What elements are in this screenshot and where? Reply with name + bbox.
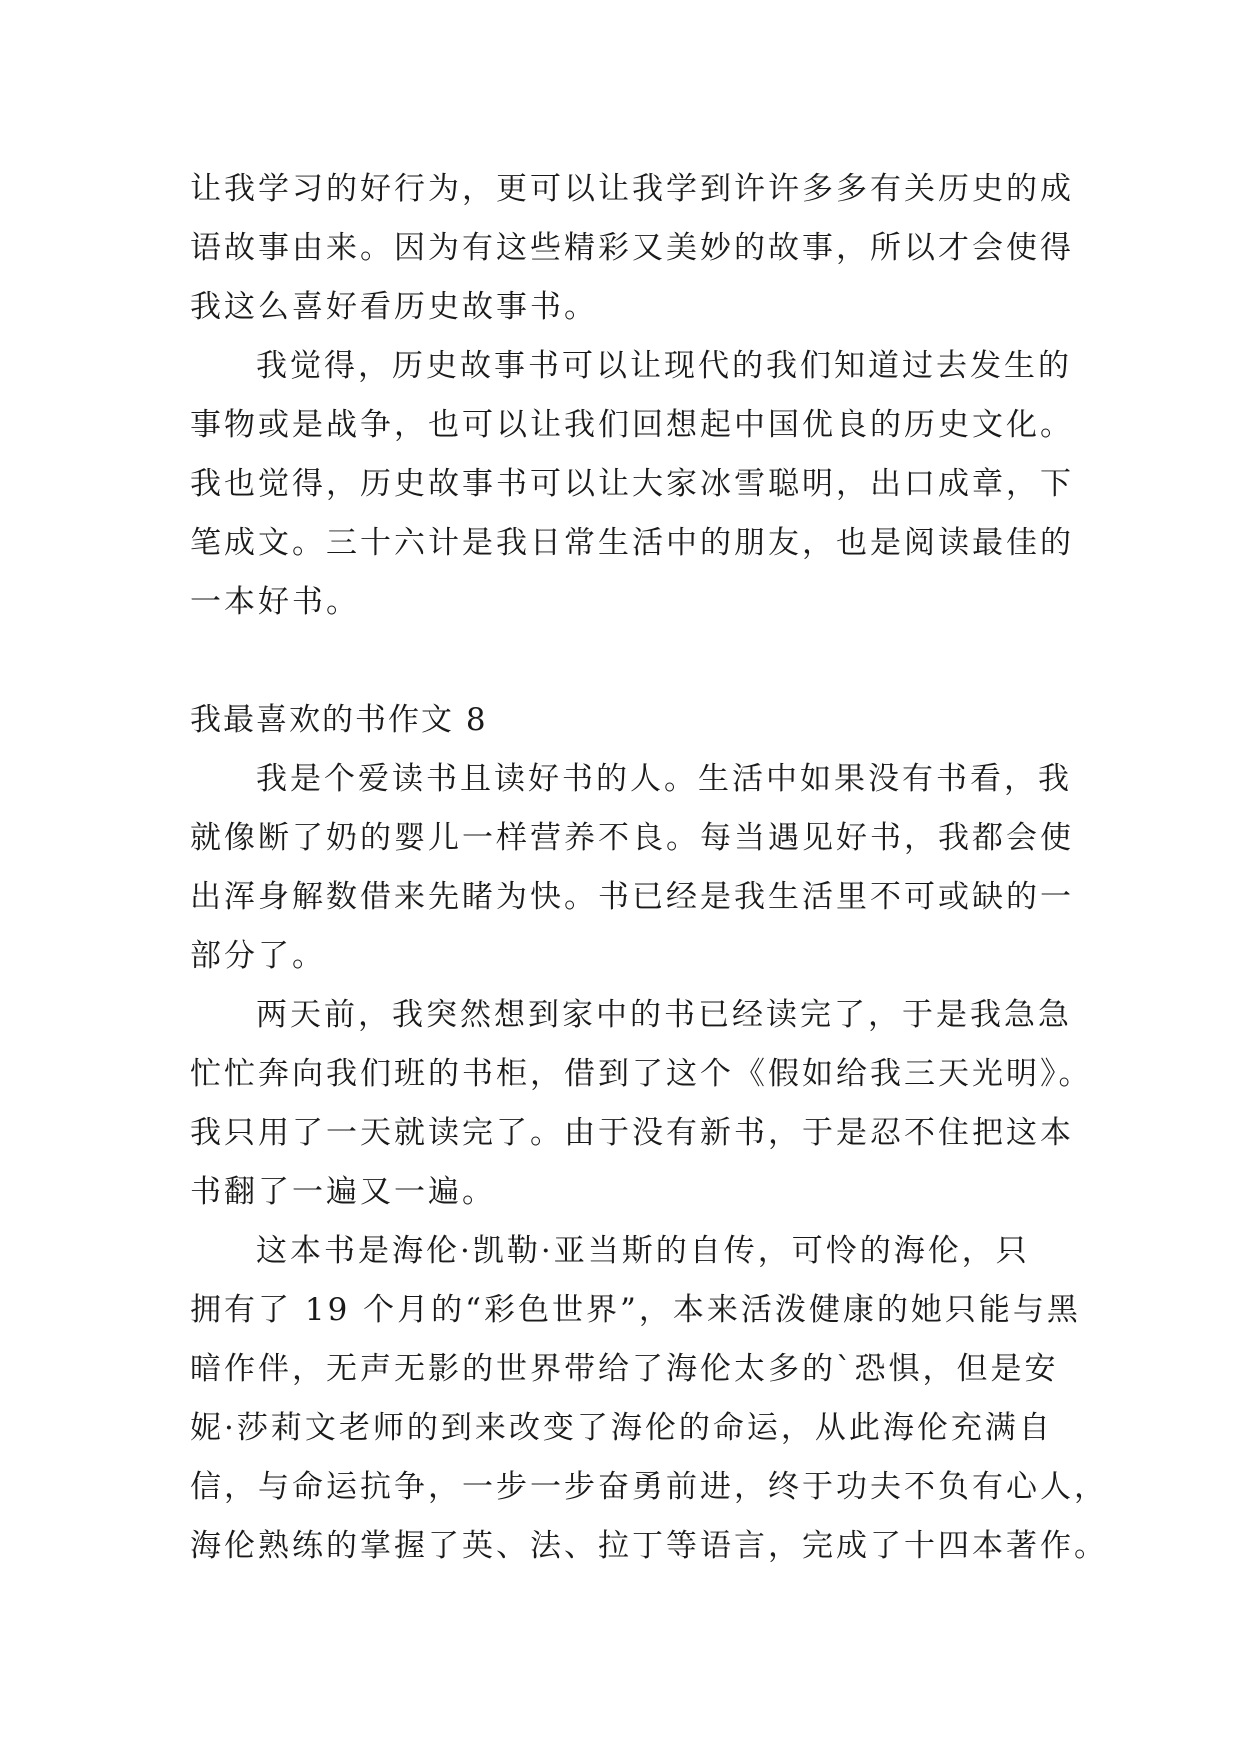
text-line: 海伦熟练的掌握了英、法、拉丁等语言，完成了十四本著作。: [190, 1528, 1108, 1564]
text-line: 事物或是战争，也可以让我们回想起中国优良的历史文化。: [190, 407, 1074, 443]
text-line: 一本好书。: [190, 584, 360, 620]
text-line: 暗作伴，无声无影的世界带给了海伦太多的`恐惧，但是安: [190, 1351, 1059, 1387]
paragraph-gap: [190, 632, 1060, 691]
text-line: 信，与命运抗争，一步一步奋勇前进，终于功夫不负有心人，: [190, 1469, 1108, 1505]
text-line: 让我学习的好行为，更可以让我学到许许多多有关历史的成: [190, 171, 1074, 207]
text-line: 就像断了奶的婴儿一样营养不良。每当遇见好书，我都会使: [190, 820, 1074, 856]
text-line: 部分了。: [190, 938, 326, 974]
paragraph: [190, 160, 1074, 337]
text-line: 这本书是海伦·凯勒·亚当斯的自传，可怜的海伦，只: [256, 1233, 1030, 1269]
paragraph: [190, 337, 1074, 632]
paragraph: [190, 1222, 1108, 1576]
text-line: 我是个爱读书且读好书的人。生活中如果没有书看，我: [256, 761, 1072, 797]
text-line: 出浑身解数借来先睹为快。书已经是我生活里不可或缺的一: [190, 879, 1074, 915]
paragraph: [190, 986, 1093, 1222]
text-line: 忙忙奔向我们班的书柜，借到了这个《假如给我三天光明》。: [190, 1056, 1093, 1092]
text-line: 拥有了 19 个月的“彩色世界”，本来活泼健康的她只能与黑: [190, 1292, 1081, 1328]
text-line: 妮·莎莉文老师的到来改变了海伦的命运，从此海伦充满自: [190, 1410, 1053, 1446]
paragraph: [190, 750, 1074, 986]
text-line: 我这么喜好看历史故事书。: [190, 289, 598, 325]
text-line: 我只用了一天就读完了。由于没有新书，于是忍不住把这本: [190, 1115, 1074, 1151]
text-line: 书翻了一遍又一遍。: [190, 1174, 496, 1210]
text-line: 我觉得，历史故事书可以让现代的我们知道过去发生的: [256, 348, 1072, 384]
section-title: 我最喜欢的书作文 8: [190, 702, 488, 738]
text-line: 两天前，我突然想到家中的书已经读完了，于是我急急: [256, 997, 1072, 1033]
text-line: 语故事由来。因为有这些精彩又美妙的故事，所以才会使得: [190, 230, 1074, 266]
text-line: 我也觉得，历史故事书可以让大家冰雪聪明，出口成章，下: [190, 466, 1074, 502]
document-body: [190, 160, 1108, 1576]
text-line: 笔成文。三十六计是我日常生活中的朋友，也是阅读最佳的: [190, 525, 1074, 561]
